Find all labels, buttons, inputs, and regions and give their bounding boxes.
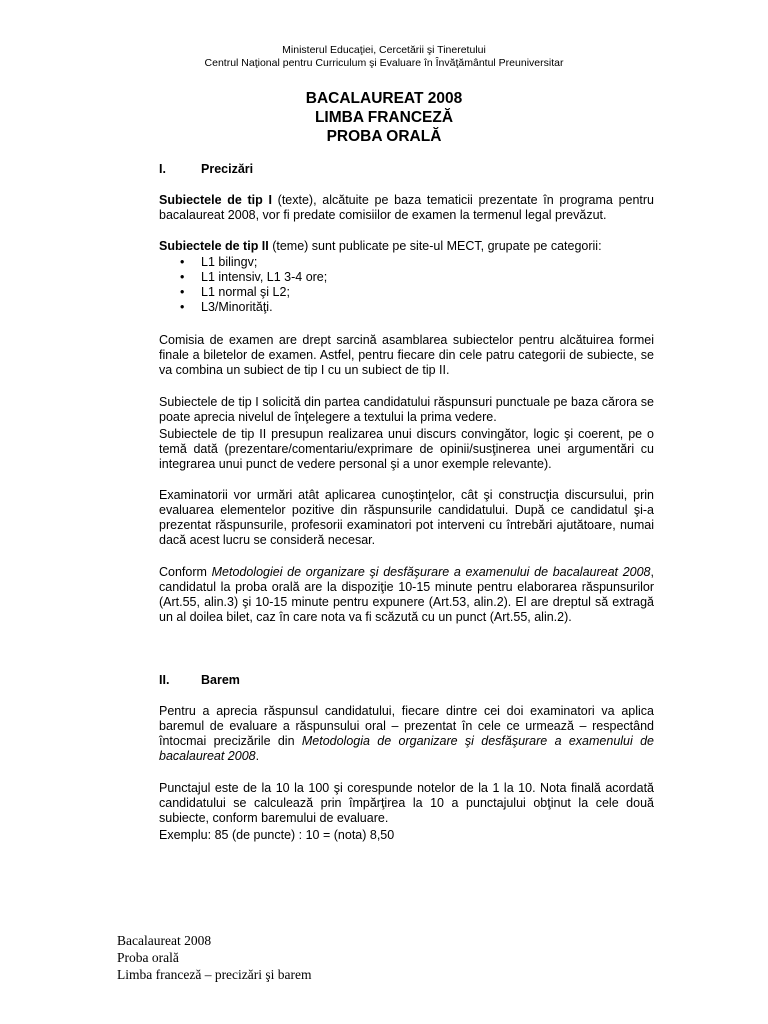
header-line-center: Centrul Naţional pentru Curriculum şi Evaluare în Învăţământul Preuniversitar — [204, 57, 564, 69]
section-2-p1-pre: Pentru a aprecia răspunsul candidatului, fiecare dintre cei doi examinatori va aplica baremul de evaluare a răspunsului oral – prezentat în cele ce urmează – respectând întocmai precizările din — [159, 704, 654, 748]
section-1-paragraph-7 — [159, 565, 654, 625]
section-1-p2-text: (teme) sunt publicate pe site-ul MECT, grupate pe categorii: — [268, 239, 602, 253]
section-1-number: I. — [159, 162, 166, 176]
section-2-title: Barem — [201, 673, 240, 687]
title-line-2: LIMBA FRANCEZĂ — [314, 109, 454, 126]
section-1-p7-italic: Metodologiei de organizare şi desfăşurare a examenului de bacalaureat 2008 — [211, 565, 651, 579]
section-1-paragraph-2 — [159, 239, 654, 254]
title-line-3: PROBA ORALĂ — [326, 128, 442, 145]
section-1-p2-bold: Subiectele de tip II — [159, 239, 269, 253]
ministry-header — [0, 44, 768, 70]
section-1-p1-text: (texte), alcătuite pe baza tematicii prezentate în programa pentru bacalaureat 2008, vor fi predate comisiilor de examen la termenul legal prevăzut. — [159, 193, 655, 222]
section-1-paragraph-4: Subiectele de tip I solicită din partea candidatului răspunsuri punctuale pe baza cărora se poate aprecia nivelul de înţelegere a textului la prima vedere. — [159, 395, 654, 424]
section-1-p1-bold: Subiectele de tip I — [159, 193, 272, 207]
footer-line-1: Bacalaureat 2008 — [117, 933, 212, 948]
header-line-ministry: Ministerul Educaţiei, Cercetării şi Tineretului — [282, 44, 486, 56]
list-item: • L3/Minorităţi. — [180, 300, 327, 315]
section-2-example: Exemplu: 85 (de puncte) : 10 = (nota) 8,50 — [159, 828, 395, 842]
section-2-p1-italic: Metodologia de organizare şi desfăşurare a examenului de bacalaureat 2008 — [159, 734, 654, 763]
section-1-paragraph-1 — [159, 193, 654, 223]
section-2-number: II. — [159, 673, 170, 687]
section-2-paragraph-1 — [159, 704, 654, 764]
section-2-paragraph-2: Punctajul este de la 10 la 100 şi corespunde notelor de la 1 la 10. Nota finală acordată candidatului se calculează prin împărţirea la 10 a punctajului obţinut la cele două subiecte, conform baremului de evaluare. — [159, 781, 654, 825]
list-item: • L1 normal şi L2; — [180, 285, 327, 300]
list-item: • L1 intensiv, L1 3-4 ore; — [180, 270, 327, 285]
section-1-paragraph-6: Examinatorii vor urmări atât aplicarea cunoştinţelor, cât şi construcţia discursului, prin evaluarea elementelor pozitive din răspunsurile candidatului. După ce candidatul şi-a prezentat răspunsurile, profesorii examinatori pot interveni cu întrebări ajutătoare, numai dacă acest lucru se consideră necesar. — [159, 488, 654, 547]
list-item: • L1 bilingv; — [180, 255, 327, 270]
section-1-paragraph-3: Comisia de examen are drept sarcină asamblarea subiectelor pentru alcătuirea formei finale a biletelor de examen. Astfel, pentru fiecare din cele patru categorii de subiecte, se va combina un subiect de tip I cu un subiect de tip II. — [159, 333, 654, 377]
footer-line-3: Limba franceză – precizări şi barem — [117, 967, 312, 982]
footer-line-2: Proba orală — [117, 950, 179, 965]
section-1-paragraph-5: Subiectele de tip II presupun realizarea unui discurs convingător, logic şi coerent, pe o temă dată (prezentare/comentariu/exprimare de opinii/susţinerea unei argumentări cu integrarea unui punct de vedere personal şi a unor exemple relevante). — [159, 427, 654, 471]
document-title — [0, 89, 768, 146]
section-1-p7-pre: Conform — [159, 565, 212, 579]
section-2-heading — [159, 673, 240, 687]
title-line-1: BACALAUREAT 2008 — [305, 90, 463, 107]
section-1-heading — [159, 162, 253, 176]
section-1-title: Precizări — [201, 162, 254, 176]
section-2-p1-post: . — [255, 749, 260, 763]
category-list — [180, 255, 327, 315]
section-1-p7-post: , candidatul la proba orală are la dispoziţie 10-15 minute pentru elaborarea răspunsurilor (Art.55, alin.3) şi 10-15 minute pentru expunere (Art.53, alin.2). El are dreptul să extragă un al doilea bilet, caz în care nota va fi scăzută cu un punct (Art.55, alin.2). — [159, 565, 654, 624]
page-footer — [117, 932, 312, 983]
